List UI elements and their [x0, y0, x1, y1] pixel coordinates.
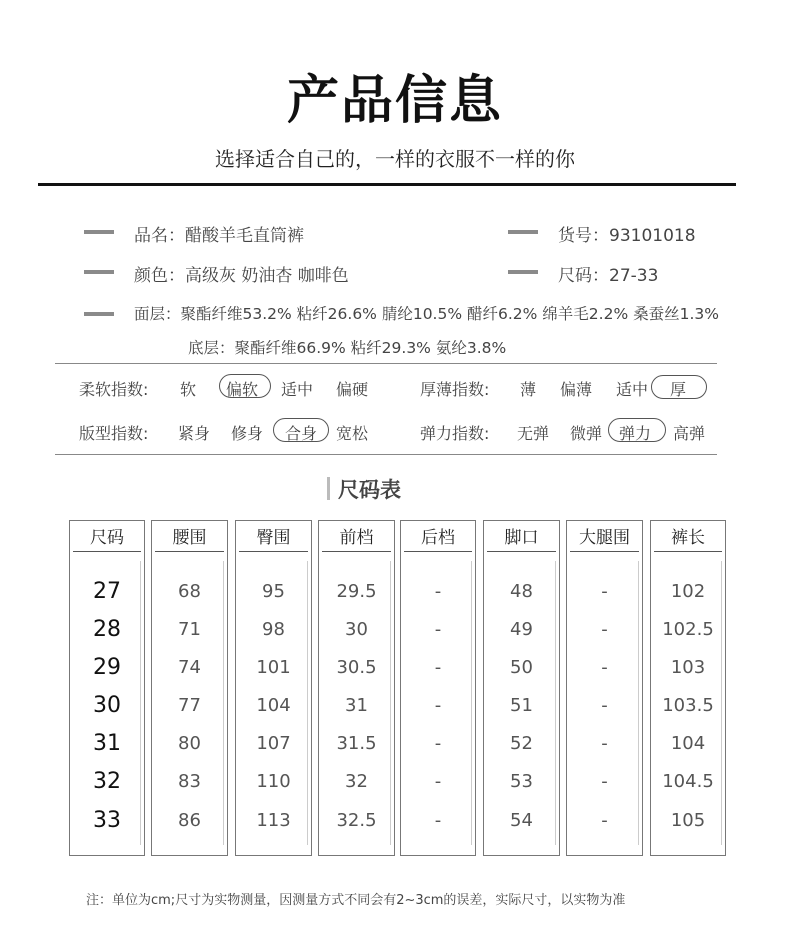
- table-cell: -: [601, 810, 608, 831]
- column-header: 腰围: [155, 525, 224, 552]
- lining-fabric: 底层：聚酯纤维66.9% 粘纤29.3% 氨纶3.8%: [188, 339, 507, 357]
- table-cell: 113: [256, 810, 291, 831]
- fit-option: 宽松: [336, 424, 369, 443]
- table-cell: 101: [256, 657, 291, 678]
- table-cell: 104: [256, 695, 291, 716]
- table-cell: 68: [178, 581, 201, 602]
- table-cell: 31.5: [336, 733, 377, 754]
- table-cell: -: [434, 619, 442, 640]
- table-cell: 104.5: [662, 771, 714, 792]
- table-cell: -: [601, 771, 608, 792]
- table-cell: 52: [510, 733, 533, 754]
- table-cell: 30.5: [336, 657, 377, 678]
- bullet-dash: [84, 312, 114, 316]
- elasticity-option: 高弹: [673, 424, 706, 443]
- size-column: [483, 520, 560, 856]
- table-cell: -: [601, 581, 608, 602]
- table-cell: 103: [670, 657, 706, 678]
- column-header: 前档: [322, 525, 391, 552]
- size-column: [400, 520, 476, 856]
- page-subtitle: 选择适合自己的，一样的衣服不一样的你: [215, 147, 575, 171]
- table-cell: 107: [256, 733, 291, 754]
- table-cell: -: [434, 695, 442, 716]
- column-header: 后档: [404, 525, 472, 552]
- thickness-label: 厚薄指数:: [420, 380, 490, 399]
- table-cell: 86: [178, 810, 201, 831]
- column-header: 尺码: [73, 525, 141, 552]
- selected-oval: [608, 418, 666, 442]
- table-cell: 54: [510, 810, 533, 831]
- size-column: [235, 520, 312, 856]
- table-cell: 83: [178, 771, 201, 792]
- product-name: 品名：醋酸羊毛直筒裤: [134, 226, 304, 246]
- table-cell: 51: [510, 695, 533, 716]
- size-column: [69, 520, 145, 856]
- table-cell: -: [434, 733, 442, 754]
- table-cell: 80: [178, 733, 201, 754]
- table-cell: 30: [345, 619, 368, 640]
- size-cell: 29: [93, 655, 121, 680]
- bullet-dash: [84, 270, 114, 274]
- table-cell: 31: [345, 695, 368, 716]
- selected-oval: [273, 418, 329, 442]
- table-cell: 104: [670, 733, 706, 754]
- table-cell: 29.5: [336, 581, 377, 602]
- column-header: 臀围: [239, 525, 308, 552]
- column-header: 大腿围: [570, 525, 639, 552]
- elasticity-label: 弹力指数:: [420, 424, 490, 443]
- title-divider: [38, 183, 736, 186]
- thickness-option: 薄: [520, 380, 537, 399]
- fit-option: 修身: [231, 424, 264, 443]
- table-cell: 32: [345, 771, 368, 792]
- bullet-dash: [508, 270, 538, 274]
- size-range: 尺码：27-33: [558, 266, 659, 286]
- size-cell: 31: [93, 731, 121, 756]
- table-cell: 102.5: [662, 619, 714, 640]
- table-cell: 98: [262, 619, 285, 640]
- table-cell: -: [601, 695, 608, 716]
- elasticity-option: 无弹: [517, 424, 550, 443]
- page-title: 产品信息: [286, 71, 503, 131]
- thickness-option-selected: 厚: [670, 380, 687, 399]
- table-cell: 32.5: [336, 810, 377, 831]
- table-cell: 74: [178, 657, 201, 678]
- selected-oval: [651, 375, 707, 399]
- bullet-dash: [84, 230, 114, 234]
- item-number: 货号：93101018: [558, 226, 696, 246]
- table-cell: 53: [510, 771, 533, 792]
- size-cell: 27: [93, 579, 121, 604]
- indices-top-line: [55, 363, 717, 364]
- table-cell: -: [434, 657, 442, 678]
- table-cell: -: [601, 733, 608, 754]
- table-cell: 71: [178, 619, 201, 640]
- size-column: [151, 520, 228, 856]
- table-cell: 48: [510, 581, 533, 602]
- fit-option: 紧身: [178, 424, 211, 443]
- fit-option-selected: 合身: [285, 424, 318, 443]
- indices-bottom-line: [55, 454, 717, 455]
- table-cell: 95: [262, 581, 285, 602]
- table-cell: -: [601, 657, 608, 678]
- column-header: 裤长: [654, 525, 722, 552]
- size-chart-title: 尺码表: [338, 478, 401, 502]
- elasticity-option-selected: 弹力: [619, 424, 652, 443]
- section-marker: [327, 477, 330, 500]
- softness-option: 软: [180, 380, 197, 399]
- column-header: 脚口: [487, 525, 556, 552]
- size-column: [318, 520, 395, 856]
- size-column: [650, 520, 726, 856]
- outer-fabric: 面层：聚酯纤维53.2% 粘纤26.6% 腈纶10.5% 醋纤6.2% 绵羊毛2.2% 桑蚕丝1.3%: [134, 305, 719, 323]
- size-cell: 32: [93, 769, 121, 794]
- table-cell: 110: [256, 771, 291, 792]
- softness-option: 偏硬: [336, 380, 369, 399]
- table-cell: -: [434, 810, 442, 831]
- thickness-option: 适中: [616, 380, 649, 399]
- product-colors: 颜色：高级灰 奶油杏 咖啡色: [134, 266, 349, 286]
- table-cell: -: [601, 619, 608, 640]
- bullet-dash: [508, 230, 538, 234]
- table-cell: 77: [178, 695, 201, 716]
- size-cell: 30: [93, 693, 121, 718]
- softness-option: 适中: [281, 380, 314, 399]
- footnote: 注：单位为cm;尺寸为实物测量，因测量方式不同会有2~3cm的误差，实际尺寸，以实物为准: [86, 893, 626, 908]
- elasticity-option: 微弹: [570, 424, 603, 443]
- table-cell: -: [434, 771, 442, 792]
- size-cell: 33: [93, 808, 121, 833]
- table-cell: 50: [510, 657, 533, 678]
- table-cell: 105: [670, 810, 706, 831]
- table-cell: -: [434, 581, 442, 602]
- softness-label: 柔软指数:: [79, 380, 149, 399]
- size-cell: 28: [93, 617, 121, 642]
- fit-label: 版型指数:: [79, 424, 149, 443]
- table-cell: 49: [510, 619, 533, 640]
- table-cell: 102: [670, 581, 706, 602]
- thickness-option: 偏薄: [560, 380, 593, 399]
- table-cell: 103.5: [662, 695, 714, 716]
- softness-option-selected: 偏软: [226, 380, 259, 399]
- selected-oval: [219, 374, 271, 398]
- size-column: [566, 520, 643, 856]
